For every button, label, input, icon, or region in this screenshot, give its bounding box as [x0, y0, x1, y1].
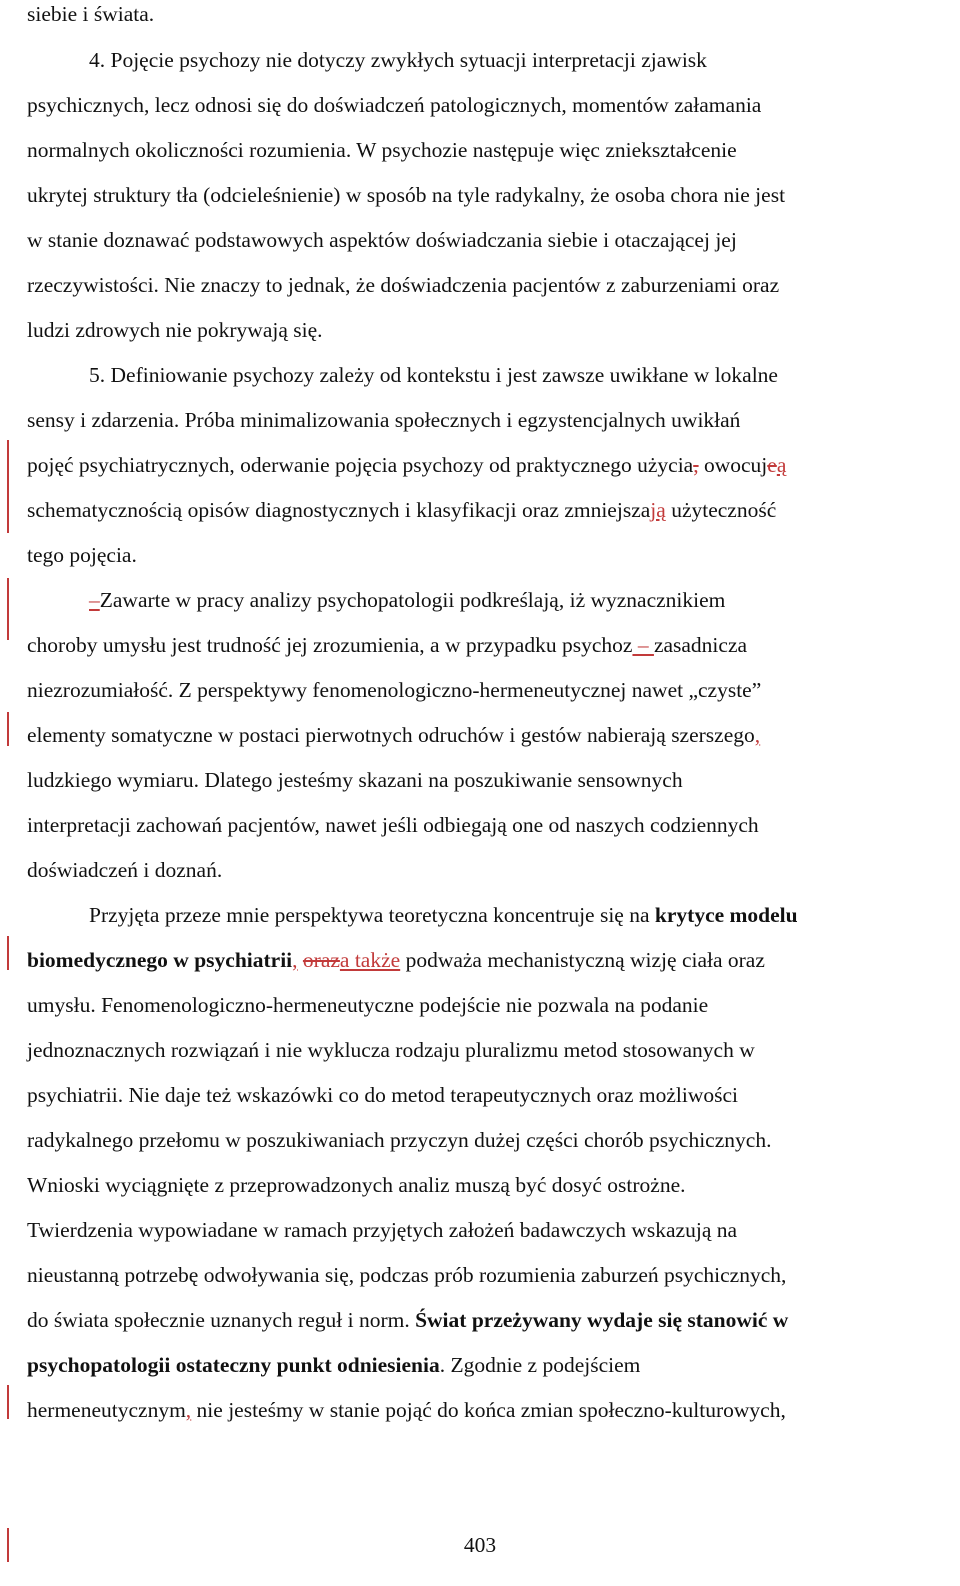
deleted-text: oraz: [302, 948, 340, 972]
text-line: [27, 542, 137, 568]
text-segment: jednoznacznych rozwiązań i nie wyklucza rodzaju pluralizmu metod stosowanych w: [27, 1038, 755, 1062]
text-segment: choroby umysłu jest trudność jej zrozumienia, a w przypadku psychoz: [27, 633, 633, 657]
inserted-text: a także: [339, 948, 401, 972]
text-segment: w stanie doznawać podstawowych aspektów doświadczania siebie i otaczającej jej: [27, 228, 737, 252]
text-line: [27, 1397, 786, 1423]
text-segment: tego pojęcia.: [27, 543, 137, 567]
text-segment: siebie i świata.: [27, 2, 155, 26]
text-line: [27, 587, 725, 613]
text-line: [27, 137, 737, 163]
change-bar: [7, 936, 9, 970]
text-line: [27, 677, 761, 703]
text-segment: psychicznych, lecz odnosi się do doświadczeń patologicznych, momentów załamania: [27, 93, 762, 117]
text-line: [27, 1127, 771, 1153]
text-segment: schematycznością opisów diagnostycznych i klasyfikacji oraz zmniejsza: [27, 498, 651, 522]
text-line: [27, 362, 778, 388]
text-line: [27, 452, 786, 478]
text-segment: 4. Pojęcie psychozy nie dotyczy zwykłych sytuacji interpretacji zjawisk: [89, 48, 707, 72]
text-segment: podważa mechanistyczną wizję ciała oraz: [400, 948, 765, 972]
inserted-text: ą: [776, 453, 787, 477]
inserted-text: –: [632, 633, 654, 657]
text-segment: niezrozumiałość. Z perspektywy fenomenologiczno-hermeneutycznej nawet „czyste”: [27, 678, 762, 702]
text-segment: użyteczność: [665, 498, 777, 522]
bold-text: psychopatologii ostateczny punkt odniesienia: [27, 1353, 440, 1377]
text-line: [27, 812, 759, 838]
text-segment: zasadnicza: [653, 633, 748, 657]
change-bar: [7, 578, 9, 640]
text-segment: elementy somatyczne w postaci pierwotnych odruchów i gestów nabierają szerszego: [27, 723, 755, 747]
inserted-text: –: [89, 588, 100, 612]
text-line: [27, 902, 798, 928]
bold-text: krytyce modelu: [654, 903, 798, 927]
text-line: [27, 317, 323, 343]
text-line: [27, 497, 776, 523]
text-line: [27, 1037, 755, 1063]
change-bar: [7, 440, 9, 533]
text-segment: normalnych okoliczności rozumienia. W psychozie następuje więc zniekształcenie: [27, 138, 737, 162]
text-segment: rzeczywistości. Nie znaczy to jednak, że doświadczenia pacjentów z zaburzeniami oraz: [27, 273, 780, 297]
text-line: [27, 1172, 686, 1198]
text-line: [27, 632, 747, 658]
text-line: [27, 407, 740, 433]
text-line: [27, 767, 683, 793]
text-segment: Twierdzenia wypowiadane w ramach przyjętych założeń badawczych wskazują na: [27, 1218, 738, 1242]
text-segment: Zawarte w pracy analizy psychopatologii podkreślają, iż wyznacznikiem: [99, 588, 726, 612]
text-line: [27, 227, 737, 253]
page-number: 403: [463, 1533, 497, 1557]
text-line: [27, 992, 708, 1018]
text-segment: do świata społecznie uznanych reguł i norm.: [27, 1308, 416, 1332]
bold-text: Świat przeżywany wydaje się stanowić w: [415, 1308, 789, 1332]
text-segment: sensy i zdarzenia. Próba minimalizowania społecznych i egzystencjalnych uwikłań: [27, 408, 741, 432]
text-segment: doświadczeń i doznań.: [27, 858, 223, 882]
text-line: [27, 1, 154, 27]
deleted-text: ,: [693, 453, 699, 477]
change-bar: [7, 712, 9, 746]
text-line: [27, 947, 765, 973]
text-segment: radykalnego przełomu w poszukiwaniach przyczyn dużej części chorób psychicznych.: [27, 1128, 772, 1152]
inserted-text: ją: [650, 498, 666, 522]
text-line: [27, 1082, 738, 1108]
text-line: [27, 1217, 737, 1243]
change-bar: [7, 1385, 9, 1419]
deleted-text: e: [767, 453, 777, 477]
inserted-text: ,: [292, 948, 298, 972]
text-segment: pojęć psychiatrycznych, oderwanie pojęcia psychozy od praktycznego użycia: [27, 453, 694, 477]
text-segment: 5. Definiowanie psychozy zależy od kontekstu i jest zawsze uwikłane w lokalne: [89, 363, 778, 387]
text-line: [27, 92, 761, 118]
text-segment: interpretacji zachowań pacjentów, nawet jeśli odbiegają one od naszych codziennych: [27, 813, 759, 837]
inserted-text: ,: [185, 1398, 192, 1422]
text-line: [27, 1307, 788, 1333]
text-segment: Przyjęta przeze mnie perspektywa teoretyczna koncentruje się na: [89, 903, 655, 927]
text-segment: ludzkiego wymiaru. Dlatego jesteśmy skazani na poszukiwanie sensownych: [27, 768, 683, 792]
text-segment: Wnioski wyciągnięte z przeprowadzonych analiz muszą być dosyć ostrożne.: [27, 1173, 686, 1197]
text-line: [27, 722, 760, 748]
text-line: [27, 47, 707, 73]
text-segment: nie jesteśmy w stanie pojąć do końca zmian społeczno-kulturowych,: [191, 1398, 786, 1422]
text-segment: nieustanną potrzebę odwoływania się, podczas prób rozumienia zaburzeń psychicznych,: [27, 1263, 787, 1287]
text-line: [27, 182, 785, 208]
text-segment: owocuj: [698, 453, 768, 477]
text-segment: psychiatrii. Nie daje też wskazówki co do metod terapeutycznych oraz możliwości: [27, 1083, 739, 1107]
text-segment: . Zgodnie z podejściem: [439, 1353, 641, 1377]
text-line: [27, 1262, 786, 1288]
text-segment: ludzi zdrowych nie pokrywają się.: [27, 318, 323, 342]
text-segment: hermeneutycznym: [27, 1398, 186, 1422]
text-segment: umysłu. Fenomenologiczno-hermeneutyczne podejście nie pozwala na podanie: [27, 993, 709, 1017]
text-line: [27, 1352, 640, 1378]
text-line: [27, 272, 779, 298]
inserted-text: ,: [754, 723, 761, 747]
text-line: [27, 857, 222, 883]
text-segment: ukrytej struktury tła (odcieleśnienie) w sposób na tyle radykalny, że osoba chora nie jest: [27, 183, 786, 207]
bold-text: biomedycznego w psychiatrii: [27, 948, 293, 972]
